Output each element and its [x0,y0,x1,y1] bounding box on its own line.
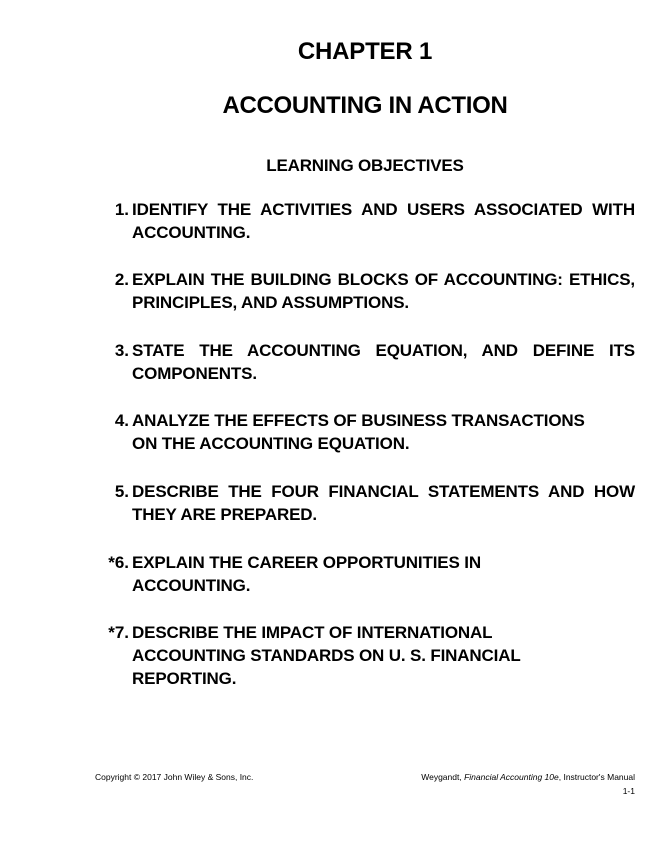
footer-manual: , Instructor's Manual [558,772,635,782]
footer-book-title: Financial Accounting 10e [464,772,559,782]
footer-citation [421,772,635,783]
footer-copyright: Copyright © 2017 John Wiley & Sons, Inc. [95,772,254,782]
objective-number: *6. [108,553,129,572]
objective-text: ANALYZE THE EFFECTS OF BUSINESS TRANSACTIONS ON THE ACCOUNTING EQUATION. [132,411,585,453]
objective-number: 1. [114,200,129,219]
objective-text: STATE THE ACCOUNTING EQUATION, AND DEFINE ITS COMPONENTS. [132,341,635,383]
chapter-number: CHAPTER 1 [297,38,433,65]
footer-author: Weygandt, [421,772,465,782]
objective-number: 5. [114,482,129,501]
learning-objectives-heading: LEARNING OBJECTIVES [266,156,464,175]
objective-text: IDENTIFY THE ACTIVITIES AND USERS ASSOCIATED WITH ACCOUNTING. [132,200,635,242]
objective-text: EXPLAIN THE CAREER OPPORTUNITIES IN ACCOUNTING. [132,553,481,595]
page-number: 1-1 [622,786,635,796]
objective-text: EXPLAIN THE BUILDING BLOCKS OF ACCOUNTING: ETHICS, PRINCIPLES, AND ASSUMPTIONS. [132,270,635,312]
objective-number: *7. [108,623,129,642]
objective-text: DESCRIBE THE IMPACT OF INTERNATIONAL ACCOUNTING STANDARDS ON U. S. FINANCIAL REPORTING. [132,623,521,688]
chapter-title: ACCOUNTING IN ACTION [222,92,508,119]
objective-text: DESCRIBE THE FOUR FINANCIAL STATEMENTS AND HOW THEY ARE PREPARED. [132,482,635,524]
objective-number: 3. [114,341,129,360]
objective-number: 4. [114,411,129,430]
objective-number: 2. [114,270,129,289]
